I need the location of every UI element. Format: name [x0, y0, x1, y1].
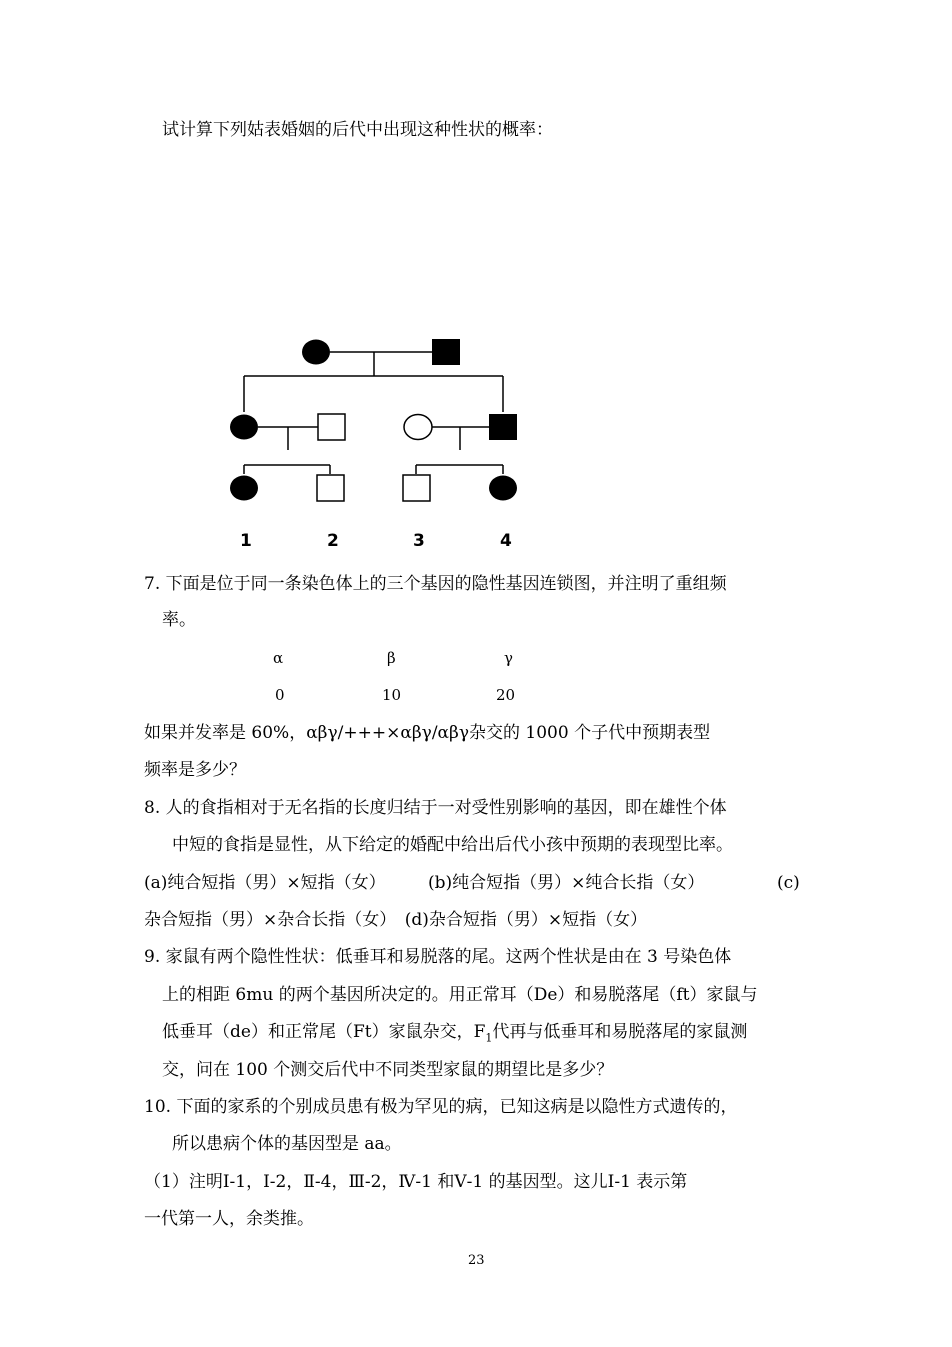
- gen2-female-unaffected: [404, 415, 432, 440]
- q7-line2: 率。: [162, 610, 196, 630]
- q9-line2: 上的相距 6mu 的两个基因所决定的。用正常耳（De）和易脱落尾（ft）家鼠与: [162, 985, 758, 1005]
- gen3-individual-2: [317, 475, 344, 501]
- page-number: 23: [468, 1253, 485, 1268]
- gene-gamma: γ: [504, 649, 513, 667]
- gen1-female-affected: [302, 340, 330, 365]
- q8-line1: 8. 人的食指相对于无名指的长度归结于一对受性别影响的基因，即在雄性个体: [144, 798, 727, 818]
- gen3-individual-1: [230, 476, 258, 501]
- q9-line3-post: 代再与低垂耳和易脱落尾的家鼠测: [492, 1022, 748, 1042]
- q7-line4: 频率是多少？: [144, 760, 246, 780]
- q9-line3-subscript: 1: [485, 1031, 493, 1045]
- pedigree-label-4: 4: [500, 531, 512, 551]
- q9-line4: 交，问在 100 个测交后代中不同类型家鼠的期望比是多少？: [162, 1060, 614, 1080]
- q7-line1: 7. 下面是位于同一条染色体上的三个基因的隐性基因连锁图，并注明了重组频: [144, 574, 727, 594]
- gen2-male-affected: [489, 414, 517, 440]
- gen3-individual-4: [489, 476, 517, 501]
- q8-option-a: (a)纯合短指（男）×短指（女）: [144, 873, 386, 893]
- q10-line3: （1）注明Ⅰ-1，Ⅰ-2，Ⅱ-4，Ⅲ-2，Ⅳ-1 和Ⅴ-1 的基因型。这儿Ⅰ-1 表示第: [144, 1172, 688, 1192]
- q9-line1: 9. 家鼠有两个隐性性状：低垂耳和易脱落的尾。这两个性状是由在 3 号染色体: [144, 947, 732, 967]
- gen2-female-affected: [230, 415, 258, 440]
- q7-line3: 如果并发率是 60%，αβγ/+++×αβγ/αβγ杂交的 1000 个子代中预期表型: [144, 723, 711, 743]
- gene-beta: β: [387, 649, 396, 667]
- gene-position-0: 0: [275, 686, 285, 704]
- q10-line4: 一代第一人，余类推。: [144, 1209, 314, 1229]
- gen1-male-affected: [432, 339, 460, 365]
- q8-option-c-label: (c): [777, 873, 800, 893]
- gen3-individual-3: [403, 475, 430, 501]
- q8-line4: 杂合短指（男）×杂合长指（女） (d)杂合短指（男）×短指（女）: [144, 910, 648, 930]
- q10-line1: 10. 下面的家系的个别成员患有极为罕见的病，已知这病是以隐性方式遗传的，: [144, 1097, 738, 1117]
- gene-position-20: 20: [496, 686, 516, 704]
- q10-line2: 所以患病个体的基因型是 aa。: [172, 1134, 402, 1154]
- q9-line3-pre: 低垂耳（de）和正常尾（Ft）家鼠杂交，F: [162, 1022, 486, 1042]
- gene-alpha: α: [273, 649, 284, 667]
- intro-text: 试计算下列姑表婚姻的后代中出现这种性状的概率：: [162, 120, 553, 140]
- q8-line2: 中短的食指是显性，从下给定的婚配中给出后代小孩中预期的表现型比率。: [172, 835, 733, 855]
- pedigree-label-1: 1: [240, 531, 252, 551]
- pedigree-label-2: 2: [327, 531, 339, 551]
- q9-line3: [162, 1021, 747, 1049]
- gen2-male-unaffected: [318, 414, 345, 440]
- pedigree-label-3: 3: [413, 531, 425, 551]
- gene-position-10: 10: [382, 686, 402, 704]
- q8-option-b: (b)纯合短指（男）×纯合长指（女）: [428, 873, 705, 893]
